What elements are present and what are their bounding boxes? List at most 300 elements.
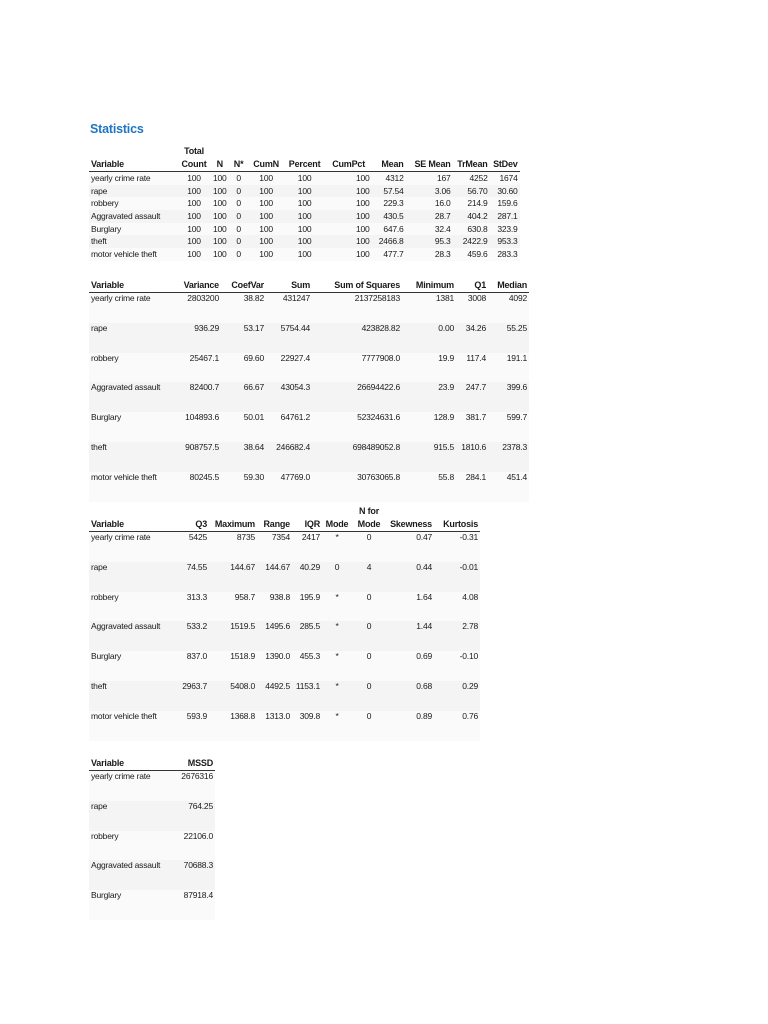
value-cell: 100 xyxy=(249,223,284,236)
value-cell: 56.70 xyxy=(453,185,490,198)
value-cell: 4252 xyxy=(453,172,490,185)
stats-table-3 xyxy=(89,505,480,741)
value-cell: 100 xyxy=(284,223,326,236)
value-cell: 100 xyxy=(213,185,227,196)
variable-name-cell: Burglary xyxy=(89,412,177,442)
column-header-top xyxy=(89,505,177,518)
table-row xyxy=(89,621,480,651)
table-row xyxy=(89,382,529,412)
table-header-row xyxy=(89,757,215,771)
variable-name-cell: rape xyxy=(89,562,177,592)
column-header: Sum xyxy=(266,279,312,293)
column-header-top xyxy=(453,145,490,158)
table-header-row xyxy=(89,518,480,532)
column-header: Range xyxy=(257,518,292,532)
value-cell: 3.06 xyxy=(406,185,453,198)
value-cell: 74.55 xyxy=(177,562,209,592)
value-cell: 64761.2 xyxy=(266,412,312,442)
value-cell: 100 xyxy=(213,210,227,221)
column-header: MSSD xyxy=(177,757,215,771)
value-cell: 100 xyxy=(326,210,372,223)
value-cell: 4092 xyxy=(488,293,529,323)
value-cell: 100 xyxy=(213,223,227,234)
value-cell: 5408.0 xyxy=(209,681,257,711)
value-cell: 229.3 xyxy=(372,197,406,210)
value-cell: 2137258183 xyxy=(312,293,402,323)
column-header: CoefVar xyxy=(221,279,266,293)
value-cell: 381.7 xyxy=(456,412,488,442)
value-cell: 159.6 xyxy=(490,197,520,210)
value-cell: 167 xyxy=(406,172,453,185)
column-header-top xyxy=(229,145,249,158)
value-cell: 459.6 xyxy=(453,248,490,261)
table-body xyxy=(89,532,480,741)
variable-name-cell: theft xyxy=(89,235,177,248)
value-cell: 1368.8 xyxy=(209,711,257,741)
value-cell: 938.8 xyxy=(257,592,292,622)
value-cell: 100 xyxy=(249,235,284,248)
table-row xyxy=(89,890,215,920)
value-cell: 0 xyxy=(229,223,249,236)
value-cell: * xyxy=(322,621,352,651)
value-cell: 28.7 xyxy=(406,210,453,223)
table-row xyxy=(89,472,529,502)
stats-table-1 xyxy=(89,145,520,261)
value-cell: 50.01 xyxy=(221,412,266,442)
column-header: TrMean xyxy=(453,158,490,172)
value-cell: 30763065.8 xyxy=(312,472,402,502)
value-cell: 0 xyxy=(352,711,386,741)
value-cell: 455.3 xyxy=(292,651,322,681)
column-header: CumN xyxy=(249,158,284,172)
column-header-top xyxy=(209,505,257,518)
value-cell: 25467.1 xyxy=(177,353,221,383)
value-cell: 4.08 xyxy=(434,592,480,622)
value-cell: 55.25 xyxy=(488,323,529,353)
variable-name-cell: rape xyxy=(89,323,177,353)
stats-table-1-block xyxy=(89,145,520,261)
variable-name-cell: yearly crime rate xyxy=(89,293,177,323)
column-header-top xyxy=(211,145,229,158)
value-cell: * xyxy=(322,681,352,711)
value-cell: 195.9 xyxy=(292,592,322,622)
value-cell: 451.4 xyxy=(488,472,529,502)
value-cell: 214.9 xyxy=(453,197,490,210)
value-cell: 284.1 xyxy=(456,472,488,502)
table-row xyxy=(89,197,520,210)
value-cell: 22106.0 xyxy=(177,831,215,861)
value-cell: 70688.3 xyxy=(177,860,215,890)
value-cell: 0 xyxy=(352,592,386,622)
column-header: Minimum xyxy=(402,279,456,293)
column-header: Sum of Squares xyxy=(312,279,402,293)
table-row xyxy=(89,223,520,236)
value-cell: 0 xyxy=(229,197,249,210)
value-cell: 100 xyxy=(249,172,284,185)
value-cell: 69.60 xyxy=(221,353,266,383)
value-cell: 958.7 xyxy=(209,592,257,622)
variable-name-cell: theft xyxy=(89,442,177,472)
value-cell: 100 xyxy=(213,236,227,247)
column-header-top: Total xyxy=(184,146,204,156)
value-cell: 423828.82 xyxy=(312,323,402,353)
value-cell: 57.54 xyxy=(372,185,406,198)
column-header-top xyxy=(406,145,453,158)
value-cell: 3008 xyxy=(456,293,488,323)
value-cell: 4 xyxy=(352,562,386,592)
column-header-top xyxy=(249,145,284,158)
table-row xyxy=(89,248,520,261)
value-cell: 59.30 xyxy=(221,472,266,502)
value-cell: 1313.0 xyxy=(257,711,292,741)
value-cell: 191.1 xyxy=(488,353,529,383)
value-cell: 43054.3 xyxy=(266,382,312,412)
variable-name-cell: yearly crime rate xyxy=(89,532,177,562)
value-cell: 2803200 xyxy=(177,293,221,323)
variable-name-cell: robbery xyxy=(89,831,177,861)
value-cell: 1519.5 xyxy=(209,621,257,651)
table-row xyxy=(89,860,215,890)
value-cell: 144.67 xyxy=(257,562,292,592)
value-cell: -0.10 xyxy=(434,651,480,681)
value-cell: 399.6 xyxy=(488,382,529,412)
column-header: SE Mean xyxy=(406,158,453,172)
value-cell: 0 xyxy=(229,235,249,248)
value-cell: 100 xyxy=(177,223,211,236)
variable-name-cell: Burglary xyxy=(89,223,177,236)
column-header: Median xyxy=(488,279,529,293)
value-cell: 908757.5 xyxy=(177,442,221,472)
value-cell: 5754.44 xyxy=(266,323,312,353)
value-cell: 28.3 xyxy=(406,248,453,261)
value-cell: 100 xyxy=(213,198,227,209)
variable-name-cell: theft xyxy=(89,681,177,711)
variable-name-cell: yearly crime rate xyxy=(89,172,177,185)
value-cell: 34.26 xyxy=(456,323,488,353)
value-cell: 0 xyxy=(352,651,386,681)
value-cell: 38.82 xyxy=(221,293,266,323)
value-cell: 40.29 xyxy=(292,562,322,592)
value-cell: 100 xyxy=(326,172,372,185)
value-cell: 1.64 xyxy=(386,592,434,622)
value-cell: 1518.9 xyxy=(209,651,257,681)
value-cell: 82400.7 xyxy=(177,382,221,412)
table-row xyxy=(89,235,520,248)
value-cell: 100 xyxy=(326,185,372,198)
table-row xyxy=(89,172,520,185)
value-cell: 100 xyxy=(213,172,227,183)
value-cell: * xyxy=(322,532,352,562)
page-title: Statistics xyxy=(90,122,144,136)
value-cell: 100 xyxy=(326,248,372,261)
variable-name-cell: motor vehicle theft xyxy=(89,711,177,741)
table-body xyxy=(89,172,520,261)
value-cell: 313.3 xyxy=(177,592,209,622)
value-cell: 287.1 xyxy=(490,210,520,223)
value-cell: 100 xyxy=(326,197,372,210)
value-cell: 4312 xyxy=(372,172,406,185)
variable-name-cell: robbery xyxy=(89,353,177,383)
value-cell: 1390.0 xyxy=(257,651,292,681)
stats-table-2-block xyxy=(89,279,529,502)
value-cell: 2676316 xyxy=(177,771,215,801)
value-cell: 100 xyxy=(177,235,211,248)
value-cell: 430.5 xyxy=(372,210,406,223)
value-cell: 100 xyxy=(326,235,372,248)
value-cell: 1495.6 xyxy=(257,621,292,651)
value-cell: 0 xyxy=(352,681,386,711)
stats-table-4-block xyxy=(89,757,215,920)
column-header-top xyxy=(326,145,372,158)
table-row xyxy=(89,801,215,831)
column-header: Variable xyxy=(89,158,177,172)
value-cell: 0 xyxy=(229,185,249,198)
value-cell: 100 xyxy=(249,185,284,198)
stats-table-3-block xyxy=(89,505,480,741)
value-cell: 0.44 xyxy=(386,562,434,592)
column-header: Variable xyxy=(89,757,177,771)
column-header: Count xyxy=(177,158,211,172)
column-header: CumPct xyxy=(326,158,372,172)
value-cell: -0.01 xyxy=(434,562,480,592)
value-cell: 100 xyxy=(284,197,326,210)
column-header-top xyxy=(257,505,292,518)
value-cell: 0.47 xyxy=(386,532,434,562)
value-cell: 5425 xyxy=(177,532,209,562)
stats-table-2 xyxy=(89,279,529,502)
value-cell: 0 xyxy=(229,210,249,223)
table-row xyxy=(89,681,480,711)
variable-name-cell: yearly crime rate xyxy=(89,771,177,801)
value-cell: 599.7 xyxy=(488,412,529,442)
value-cell: 431247 xyxy=(266,293,312,323)
table-row xyxy=(89,185,520,198)
table-row xyxy=(89,711,480,741)
column-header: Kurtosis xyxy=(434,518,480,532)
value-cell: 0 xyxy=(352,621,386,651)
table-row xyxy=(89,831,215,861)
column-header-top xyxy=(372,145,406,158)
value-cell: 1.44 xyxy=(386,621,434,651)
value-cell: 66.67 xyxy=(221,382,266,412)
column-header: Skewness xyxy=(386,518,434,532)
value-cell: 100 xyxy=(213,248,227,259)
value-cell: 477.7 xyxy=(372,248,406,261)
variable-name-cell: Burglary xyxy=(89,651,177,681)
column-header: N xyxy=(211,158,229,172)
value-cell: 247.7 xyxy=(456,382,488,412)
value-cell: 32.4 xyxy=(406,223,453,236)
table-row xyxy=(89,323,529,353)
variable-name-cell: Burglary xyxy=(89,890,177,920)
value-cell: 285.5 xyxy=(292,621,322,651)
column-header-top xyxy=(434,505,480,518)
value-cell: 100 xyxy=(177,248,211,261)
value-cell: 0.00 xyxy=(402,323,456,353)
value-cell: 837.0 xyxy=(177,651,209,681)
value-cell: * xyxy=(322,711,352,741)
table-row xyxy=(89,771,215,801)
value-cell: 953.3 xyxy=(490,235,520,248)
value-cell: 100 xyxy=(326,223,372,236)
column-header-top xyxy=(177,505,209,518)
value-cell: 936.29 xyxy=(177,323,221,353)
value-cell: 698489052.8 xyxy=(312,442,402,472)
variable-name-cell: Aggravated assault xyxy=(89,210,177,223)
value-cell: 533.2 xyxy=(177,621,209,651)
value-cell: 128.9 xyxy=(402,412,456,442)
variable-name-cell: robbery xyxy=(89,197,177,210)
table-body xyxy=(89,771,215,920)
variable-name-cell: rape xyxy=(89,801,177,831)
value-cell: 0 xyxy=(322,562,352,592)
column-header: N* xyxy=(229,158,249,172)
value-cell: 19.9 xyxy=(402,353,456,383)
variable-name-cell: robbery xyxy=(89,592,177,622)
value-cell: 100 xyxy=(177,185,211,198)
table-row xyxy=(89,353,529,383)
value-cell: 309.8 xyxy=(292,711,322,741)
column-header: Variance xyxy=(177,279,221,293)
column-header: Mode xyxy=(352,518,386,532)
value-cell: 283.3 xyxy=(490,248,520,261)
column-header: Variable xyxy=(89,279,177,293)
value-cell: 38.64 xyxy=(221,442,266,472)
value-cell: 1674 xyxy=(490,172,520,185)
table-header-row xyxy=(89,158,520,172)
value-cell: 100 xyxy=(249,248,284,261)
column-header: Variable xyxy=(89,518,177,532)
column-header-top: N for xyxy=(359,506,379,516)
value-cell: 2422.9 xyxy=(453,235,490,248)
value-cell: 100 xyxy=(284,210,326,223)
table-row xyxy=(89,210,520,223)
value-cell: 0.69 xyxy=(386,651,434,681)
table-row xyxy=(89,592,480,622)
value-cell: 647.6 xyxy=(372,223,406,236)
value-cell: 1810.6 xyxy=(456,442,488,472)
value-cell: 80245.5 xyxy=(177,472,221,502)
value-cell: 7354 xyxy=(257,532,292,562)
value-cell: 52324631.6 xyxy=(312,412,402,442)
value-cell: 30.60 xyxy=(490,185,520,198)
value-cell: 630.8 xyxy=(453,223,490,236)
value-cell: 0.29 xyxy=(434,681,480,711)
value-cell: 47769.0 xyxy=(266,472,312,502)
table-row xyxy=(89,293,529,323)
value-cell: 1381 xyxy=(402,293,456,323)
table-row xyxy=(89,651,480,681)
value-cell: 100 xyxy=(284,185,326,198)
column-header: Maximum xyxy=(209,518,257,532)
value-cell: 0.68 xyxy=(386,681,434,711)
variable-name-cell: Aggravated assault xyxy=(89,860,177,890)
column-header-top xyxy=(490,145,520,158)
value-cell: -0.31 xyxy=(434,532,480,562)
value-cell: 2417 xyxy=(292,532,322,562)
table-row xyxy=(89,562,480,592)
value-cell: 100 xyxy=(177,197,211,210)
variable-name-cell: Aggravated assault xyxy=(89,382,177,412)
value-cell: 95.3 xyxy=(406,235,453,248)
value-cell: 2.78 xyxy=(434,621,480,651)
value-cell: 55.8 xyxy=(402,472,456,502)
column-header: IQR xyxy=(292,518,322,532)
column-header: Mode xyxy=(322,518,352,532)
value-cell: 100 xyxy=(284,248,326,261)
value-cell: 100 xyxy=(249,197,284,210)
variable-name-cell: motor vehicle theft xyxy=(89,472,177,502)
value-cell: 144.67 xyxy=(209,562,257,592)
value-cell: * xyxy=(322,592,352,622)
table-row xyxy=(89,532,480,562)
value-cell: 2378.3 xyxy=(488,442,529,472)
value-cell: 104893.6 xyxy=(177,412,221,442)
column-header-top xyxy=(386,505,434,518)
table-row xyxy=(89,442,529,472)
value-cell: 0 xyxy=(352,532,386,562)
column-header: Q3 xyxy=(177,518,209,532)
column-header: Percent xyxy=(284,158,326,172)
value-cell: 764.25 xyxy=(177,801,215,831)
value-cell: 100 xyxy=(177,172,211,185)
table-body xyxy=(89,293,529,502)
variable-name-cell: Aggravated assault xyxy=(89,621,177,651)
value-cell: 1153.1 xyxy=(292,681,322,711)
value-cell: 0 xyxy=(229,172,249,185)
column-header-top xyxy=(284,145,326,158)
value-cell: 4492.5 xyxy=(257,681,292,711)
table-header-row xyxy=(89,279,529,293)
value-cell: 0 xyxy=(229,248,249,261)
value-cell: 404.2 xyxy=(453,210,490,223)
column-header: Mean xyxy=(372,158,406,172)
value-cell: 23.9 xyxy=(402,382,456,412)
table-header-row-top xyxy=(89,145,520,158)
variable-name-cell: motor vehicle theft xyxy=(89,248,177,261)
column-header-top xyxy=(89,145,177,158)
table-header-row-top xyxy=(89,505,480,518)
value-cell: 100 xyxy=(284,172,326,185)
column-header: StDev xyxy=(490,158,520,172)
value-cell: 22927.4 xyxy=(266,353,312,383)
table-row xyxy=(89,412,529,442)
value-cell: 8735 xyxy=(209,532,257,562)
value-cell: 100 xyxy=(284,235,326,248)
value-cell: 246682.4 xyxy=(266,442,312,472)
value-cell: 53.17 xyxy=(221,323,266,353)
stats-table-4 xyxy=(89,757,215,920)
value-cell: 26694422.6 xyxy=(312,382,402,412)
value-cell: 323.9 xyxy=(490,223,520,236)
value-cell: 0.76 xyxy=(434,711,480,741)
value-cell: 7777908.0 xyxy=(312,353,402,383)
value-cell: 16.0 xyxy=(406,197,453,210)
value-cell: 593.9 xyxy=(177,711,209,741)
value-cell: 2466.8 xyxy=(372,235,406,248)
variable-name-cell: rape xyxy=(89,185,177,198)
column-header-top xyxy=(292,505,322,518)
value-cell: 915.5 xyxy=(402,442,456,472)
column-header: Q1 xyxy=(456,279,488,293)
value-cell: 87918.4 xyxy=(177,890,215,920)
column-header-top xyxy=(322,505,352,518)
value-cell: 0.89 xyxy=(386,711,434,741)
value-cell: 100 xyxy=(177,210,211,223)
value-cell: 100 xyxy=(249,210,284,223)
value-cell: 117.4 xyxy=(456,353,488,383)
value-cell: 2963.7 xyxy=(177,681,209,711)
